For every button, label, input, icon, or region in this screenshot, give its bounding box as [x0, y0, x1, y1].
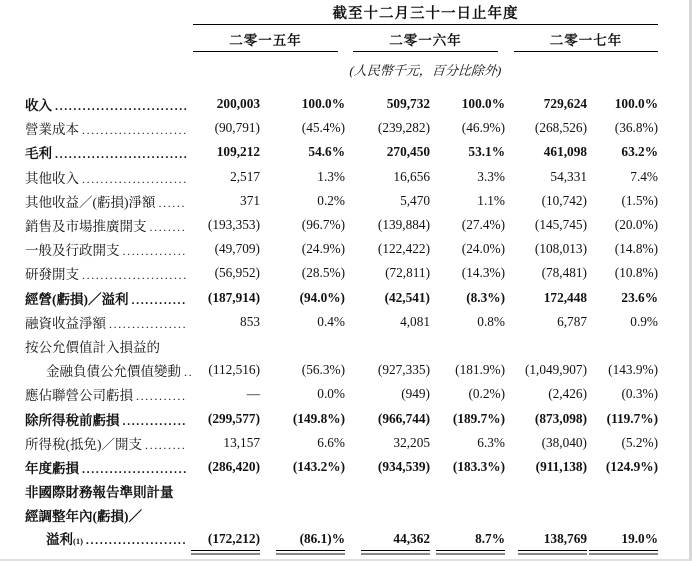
percent-2015 — [260, 290, 345, 306]
cell-value: (934,539) — [377, 458, 430, 474]
cell-value: (14.8%) — [614, 241, 658, 257]
leader-dots — [82, 122, 187, 138]
amount-2017 — [505, 120, 587, 136]
cell-value: (181.9%) — [455, 362, 505, 378]
table-header — [25, 0, 658, 92]
amount-2017 — [505, 144, 587, 160]
cell-value: 0.2% — [317, 192, 345, 208]
percent-2016 — [430, 193, 505, 209]
cell-value: 0.9% — [630, 313, 658, 329]
row-label — [25, 263, 193, 283]
cell-value: (122,422) — [377, 241, 430, 257]
row-label-text: 溢利 — [46, 532, 73, 548]
table-row — [25, 334, 658, 358]
percent-2015 — [260, 528, 345, 555]
row-label — [25, 215, 193, 235]
cell-value: (139,884) — [377, 217, 430, 233]
amount-2016 — [345, 459, 430, 475]
percent-2015 — [260, 265, 345, 281]
cell-value: (143.9%) — [608, 362, 658, 378]
cell-value: (78,481) — [541, 265, 587, 281]
table-content — [25, 0, 658, 561]
amount-2016 — [345, 169, 430, 185]
cell-value: (193,353) — [207, 217, 260, 233]
cell-value: (873,098) — [534, 410, 587, 426]
table-row — [25, 382, 658, 406]
amount-2016 — [345, 435, 430, 451]
percent-2017 — [587, 435, 658, 451]
table-row — [25, 165, 658, 189]
cell-value: 200,003 — [216, 96, 260, 112]
cell-value: (299,577) — [207, 410, 260, 426]
cell-value: 19.0% — [621, 531, 658, 547]
cell-value: 23.6% — [621, 289, 658, 305]
year-header-2015: 二零一五年 — [193, 29, 338, 52]
leader-dots — [109, 316, 187, 332]
percent-2017 — [587, 459, 658, 475]
row-label — [25, 481, 193, 501]
cell-value: 3.3% — [477, 168, 505, 184]
cell-value: (183.3%) — [452, 458, 505, 474]
row-label-text: 其他收入 — [25, 170, 79, 186]
cell-value: 100.0% — [301, 96, 345, 112]
percent-2015 — [260, 362, 345, 378]
cell-value: (112,516) — [208, 362, 260, 378]
row-label — [25, 94, 193, 114]
amount-2015 — [193, 241, 260, 257]
cell-value: (56,952) — [214, 265, 260, 281]
amount-2017 — [505, 314, 587, 330]
cell-value: (5.2%) — [621, 434, 658, 450]
row-label — [25, 118, 193, 138]
cell-value: (10,742) — [541, 192, 587, 208]
percent-2017 — [587, 241, 658, 257]
row-label — [25, 167, 193, 187]
percent-2016 — [430, 314, 505, 330]
row-label-text: 其他收益／(虧損)淨額 — [25, 194, 156, 210]
row-label — [25, 142, 193, 162]
table-body — [25, 92, 658, 561]
amount-2015 — [193, 386, 260, 402]
amount-2016 — [345, 314, 430, 330]
cell-value: 461,098 — [543, 144, 587, 160]
row-label — [25, 360, 193, 380]
amount-2016 — [345, 290, 430, 306]
percent-2017 — [587, 217, 658, 233]
cell-value: (239,282) — [377, 120, 430, 136]
cell-value: (189.7%) — [452, 410, 505, 426]
amount-2016 — [345, 217, 430, 233]
percent-2017 — [587, 314, 658, 330]
cell-value: 0.0% — [317, 386, 345, 402]
cell-value: (108,013) — [534, 241, 587, 257]
amount-2015 — [193, 265, 260, 281]
percent-2015 — [260, 241, 345, 257]
cell-value: 63.2% — [621, 144, 658, 160]
amount-2017 — [505, 265, 587, 281]
cell-value: (143.2%) — [292, 458, 345, 474]
cell-value: 54,331 — [550, 168, 587, 184]
amount-2016 — [345, 193, 430, 209]
percent-2015 — [260, 217, 345, 233]
amount-2015 — [193, 435, 260, 451]
row-label-text: 所得稅(抵免)／開支 — [25, 436, 142, 452]
leader-dots — [145, 437, 187, 453]
row-label-text: 按公允價值計入損益的 — [25, 339, 160, 355]
cell-value: (949) — [401, 386, 430, 402]
row-label-text: 融資收益淨額 — [25, 315, 106, 331]
row-label — [25, 239, 193, 259]
amount-2016 — [345, 96, 430, 112]
percent-2016 — [430, 241, 505, 257]
cell-value: (24.9%) — [301, 241, 345, 257]
leader-dots — [123, 413, 188, 429]
leader-dots — [82, 267, 187, 283]
cell-value: 853 — [240, 313, 260, 329]
cell-value: 54.6% — [308, 144, 345, 160]
percent-2015 — [260, 411, 345, 427]
percent-2017 — [587, 290, 658, 306]
amount-2015 — [193, 217, 260, 233]
percent-2016 — [430, 435, 505, 451]
cell-value: (28.5%) — [301, 265, 345, 281]
percent-2015 — [260, 459, 345, 475]
percent-2015 — [260, 169, 345, 185]
cell-value: 44,362 — [393, 531, 430, 547]
row-label-text: 營業成本 — [25, 122, 79, 138]
row-label — [25, 384, 193, 404]
percent-2017 — [587, 193, 658, 209]
cell-value: (94.0%) — [299, 289, 345, 305]
row-label-text: 非國際財務報告準則計量 — [25, 485, 174, 501]
row-label — [25, 191, 193, 211]
row-label — [25, 433, 193, 453]
cell-value: (86.1)% — [299, 531, 345, 547]
percent-2017 — [587, 120, 658, 136]
percent-2015 — [260, 193, 345, 209]
leader-dots — [132, 292, 188, 308]
cell-value: 16,656 — [393, 168, 430, 184]
amount-2016 — [345, 265, 430, 281]
cell-value: (24.0%) — [461, 241, 505, 257]
leader-dots — [136, 388, 187, 404]
amount-2015 — [193, 362, 260, 378]
percent-2015 — [260, 435, 345, 451]
percent-2016 — [430, 411, 505, 427]
cell-value: (927,335) — [377, 362, 430, 378]
double-rule — [191, 550, 260, 555]
percent-2015 — [260, 96, 345, 112]
cell-value: 4,081 — [400, 313, 430, 329]
double-rule — [518, 550, 587, 555]
amount-2015 — [193, 459, 260, 475]
percent-2017 — [587, 528, 658, 555]
amount-2015 — [193, 169, 260, 185]
unit-note: (人民幣千元，百分比除外) — [349, 63, 502, 78]
table-row — [25, 286, 658, 310]
table-row — [25, 213, 658, 237]
amount-2017 — [505, 169, 587, 185]
percent-2015 — [260, 386, 345, 402]
cell-value: (268,526) — [534, 120, 587, 136]
amount-2017 — [505, 386, 587, 402]
cell-value: 13,157 — [223, 434, 260, 450]
cell-value: (8.3%) — [466, 289, 505, 305]
table-row — [25, 189, 658, 213]
amount-2016 — [345, 241, 430, 257]
cell-value: — — [246, 386, 260, 402]
cell-value: (38,040) — [541, 434, 587, 450]
leader-dots — [159, 195, 188, 211]
row-label-text: 經營(虧損)／溢利 — [25, 291, 129, 307]
row-label-text: 銷售及市場推廣開支 — [25, 219, 147, 235]
cell-value: 509,732 — [386, 96, 430, 112]
leader-dots — [82, 171, 187, 187]
amount-2015 — [193, 120, 260, 136]
amount-2017 — [505, 217, 587, 233]
leader-dots — [123, 243, 188, 259]
row-label — [25, 336, 193, 356]
row-label-text: 除所得稅前虧損 — [25, 412, 120, 428]
amount-2017 — [505, 290, 587, 306]
cell-value: (0.2%) — [468, 386, 505, 402]
cell-value: (172,212) — [207, 531, 260, 547]
year-header-2016: 二零一六年 — [353, 29, 498, 52]
table-row — [25, 92, 658, 116]
table-row — [25, 358, 658, 382]
cell-value: 0.8% — [477, 313, 505, 329]
cell-value: 6,787 — [557, 313, 587, 329]
cell-value: (119.7%) — [606, 410, 658, 426]
table-row — [25, 261, 658, 285]
amount-2015 — [193, 314, 260, 330]
cell-value: 138,769 — [543, 531, 587, 547]
leader-dots — [86, 532, 187, 548]
cell-value: (187,914) — [207, 289, 260, 305]
cell-value: (90,791) — [214, 120, 260, 136]
amount-2017 — [505, 411, 587, 427]
table-row — [25, 237, 658, 261]
percent-2016 — [430, 459, 505, 475]
cell-value: 7.4% — [630, 168, 658, 184]
cell-value: (20.0%) — [614, 217, 658, 233]
cell-value: 371 — [240, 192, 260, 208]
year-header-2017: 二零一七年 — [514, 29, 658, 52]
percent-2017 — [587, 169, 658, 185]
cell-value: 8.7% — [475, 531, 505, 547]
cell-value: 100.0% — [461, 96, 505, 112]
cell-value: 6.6% — [317, 434, 345, 450]
row-label — [25, 409, 193, 429]
percent-2016 — [430, 169, 505, 185]
cell-value: (56.3%) — [301, 362, 345, 378]
cell-value: 729,624 — [543, 96, 587, 112]
percent-2016 — [430, 265, 505, 281]
cell-value: (1.5%) — [621, 192, 658, 208]
row-label-text: 年度虧損 — [25, 460, 79, 476]
amount-2017 — [505, 528, 587, 555]
row-label — [25, 457, 193, 477]
cell-value: (49,709) — [214, 241, 260, 257]
cell-value: (45.4%) — [301, 120, 345, 136]
double-rule — [276, 550, 345, 555]
row-label — [25, 288, 193, 308]
period-title: 截至十二月三十一日止年度 — [332, 6, 519, 22]
cell-value: (911,138) — [535, 458, 587, 474]
percent-2016 — [430, 386, 505, 402]
percent-2015 — [260, 314, 345, 330]
cell-value: 0.4% — [317, 313, 345, 329]
header-rule — [193, 24, 658, 25]
row-label-text: 研發開支 — [25, 267, 79, 283]
percent-2016 — [430, 528, 505, 555]
amount-2016 — [345, 120, 430, 136]
row-label-text: 一般及行政開支 — [25, 243, 120, 259]
cell-value: (0.3%) — [621, 386, 658, 402]
row-label-text: 毛利 — [25, 146, 52, 162]
cell-value: (145,745) — [534, 217, 587, 233]
cell-value: 1.1% — [477, 192, 505, 208]
percent-2016 — [430, 217, 505, 233]
cell-value: (36.8%) — [614, 120, 658, 136]
percent-2016 — [430, 144, 505, 160]
percent-2016 — [430, 362, 505, 378]
row-label-text: 應佔聯營公司虧損 — [25, 388, 133, 404]
percent-2015 — [260, 144, 345, 160]
amount-2017 — [505, 362, 587, 378]
amount-2016 — [345, 362, 430, 378]
amount-2015 — [193, 96, 260, 112]
amount-2017 — [505, 193, 587, 209]
leader-dots — [55, 146, 187, 162]
amount-2016 — [345, 144, 430, 160]
percent-2017 — [587, 362, 658, 378]
table-row — [25, 503, 658, 527]
cell-value: (14.3%) — [461, 265, 505, 281]
leader-dots — [82, 461, 187, 477]
table-row — [25, 527, 658, 561]
percent-2016 — [430, 120, 505, 136]
percent-2016 — [430, 290, 505, 306]
cell-value: (46.9%) — [461, 120, 505, 136]
percent-2016 — [430, 96, 505, 112]
row-label-text: 經調整年內(虧損)／ — [25, 509, 142, 525]
percent-2017 — [587, 96, 658, 112]
leader-dots — [150, 219, 188, 235]
percent-2017 — [587, 144, 658, 160]
table-row — [25, 310, 658, 334]
cell-value: (2,426) — [548, 386, 587, 402]
cell-value: (96.7%) — [301, 217, 345, 233]
row-label — [25, 505, 193, 525]
table-row — [25, 455, 658, 479]
cell-value: 100.0% — [614, 96, 658, 112]
double-rule — [361, 550, 430, 555]
cell-value: 32,205 — [393, 434, 430, 450]
cell-value: 109,212 — [216, 144, 260, 160]
row-label-text: 金融負債公允價值變動 — [46, 364, 181, 380]
cell-value: (149.8%) — [292, 410, 345, 426]
amount-2015 — [193, 290, 260, 306]
amount-2015 — [193, 528, 260, 555]
table-row — [25, 406, 658, 430]
table-row — [25, 116, 658, 140]
cell-value: (124.9%) — [605, 458, 658, 474]
amount-2017 — [505, 435, 587, 451]
leader-dots — [55, 98, 187, 114]
percent-2017 — [587, 265, 658, 281]
cell-value: 270,450 — [386, 144, 430, 160]
cell-value: 172,448 — [543, 289, 587, 305]
cell-value: (966,744) — [377, 410, 430, 426]
double-rule — [436, 550, 505, 555]
amount-2017 — [505, 241, 587, 257]
amount-2015 — [193, 144, 260, 160]
leader-dots — [184, 364, 192, 380]
cell-value: 1.3% — [317, 168, 345, 184]
cell-value: 53.1% — [468, 144, 505, 160]
amount-2017 — [505, 459, 587, 475]
amount-2015 — [193, 193, 260, 209]
cell-value: (286,420) — [207, 458, 260, 474]
cell-value: 2,517 — [230, 168, 260, 184]
amount-2016 — [345, 528, 430, 555]
percent-2015 — [260, 120, 345, 136]
row-label-text: 收入 — [25, 98, 52, 114]
cell-value: 6.3% — [477, 434, 505, 450]
cell-value: 5,470 — [400, 192, 430, 208]
percent-2017 — [587, 411, 658, 427]
amount-2016 — [345, 411, 430, 427]
table-row — [25, 140, 658, 164]
cell-value: (27.4%) — [461, 217, 505, 233]
table-row — [25, 479, 658, 503]
amount-2015 — [193, 411, 260, 427]
amount-2016 — [345, 386, 430, 402]
cell-value: (10.8%) — [614, 265, 658, 281]
double-rule — [589, 550, 658, 555]
table-row — [25, 431, 658, 455]
percent-2017 — [587, 386, 658, 402]
amount-2017 — [505, 96, 587, 112]
cell-value: (72,811) — [385, 265, 430, 281]
cell-value: (1,049,907) — [524, 362, 587, 378]
row-label — [25, 312, 193, 332]
row-label: 溢利 (1) ..... — [25, 528, 193, 548]
cell-value: (42,541) — [384, 289, 430, 305]
